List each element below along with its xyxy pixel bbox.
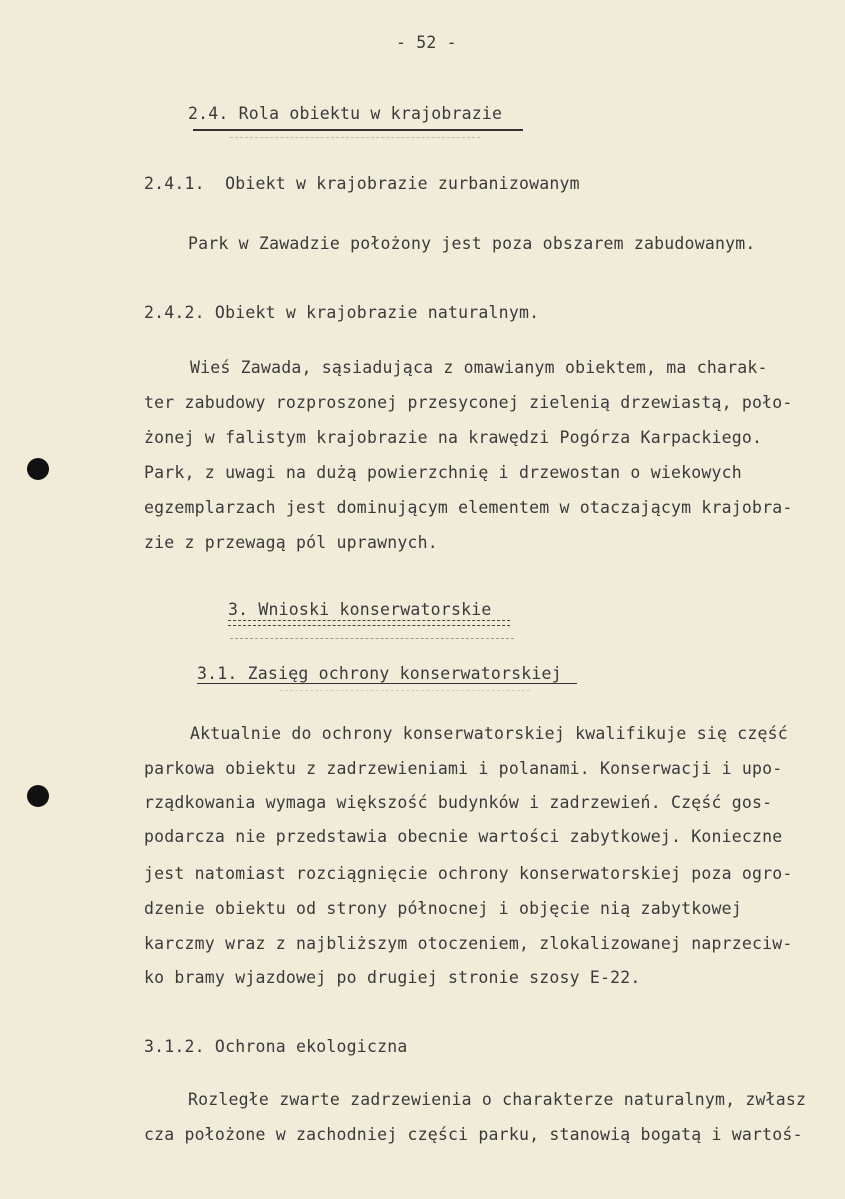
paragraph-line: ko bramy wjazdowej po drugiej stronie szosy E-22. (144, 968, 641, 987)
paragraph-line: Wieś Zawada, sąsiadująca z omawianym obiektem, ma charak- (190, 358, 768, 377)
paragraph-line: Rozległe zwarte zadrzewienia o charakterze naturalnym, zwłasz (188, 1090, 807, 1109)
paragraph-line: rządkowania wymaga większość budynków i zadrzewień. Część gos- (144, 793, 773, 812)
paragraph-line: Aktualnie do ochrony konserwatorskiej kwalifikuje się część (190, 724, 788, 743)
paragraph-line: zie z przewagą pól uprawnych. (144, 533, 438, 552)
paragraph-line: dzenie obiektu od strony północnej i objęcie nią zabytkowej (144, 899, 742, 918)
section-3-1-dash-rule (280, 690, 530, 691)
section-3-1-heading: 3.1. Zasięg ochrony konserwatorskiej (197, 664, 562, 683)
paragraph-line: żonej w falistym krajobrazie na krawędzi Pogórza Karpackiego. (144, 428, 763, 447)
section-3-1-underline (197, 683, 577, 684)
section-2-4-heading: 2.4. Rola obiektu w krajobrazie (188, 104, 503, 123)
punch-hole-bottom (27, 785, 49, 807)
section-2-4-underline (193, 129, 523, 131)
paragraph-line: parkowa obiektu z zadrzewieniami i polanami. Konserwacji i upo- (144, 759, 783, 778)
punch-hole-top (27, 458, 49, 480)
section-2-4-dash-rule (230, 137, 480, 138)
section-3-dash-rule (230, 638, 514, 639)
paragraph-2-4-1: Park w Zawadzie położony jest poza obszarem zabudowanym. (188, 234, 756, 253)
section-3-1-2-heading: 3.1.2. Ochrona ekologiczna (144, 1037, 408, 1056)
paragraph-line: jest natomiast rozciągnięcie ochrony konserwatorskiej poza ogro- (144, 864, 793, 883)
paragraph-line: egzemplarzach jest dominującym elementem w otaczającym krajobra- (144, 498, 793, 517)
page-number: - 52 - (396, 33, 457, 52)
paragraph-line: karczmy wraz z najbliższym otoczeniem, zlokalizowanej naprzeciw- (144, 934, 793, 953)
section-2-4-1-heading: 2.4.1. Obiekt w krajobrazie zurbanizowanym (144, 174, 580, 193)
paragraph-line: podarcza nie przedstawia obecnie wartości zabytkowej. Konieczne (144, 827, 783, 846)
section-3-heading: 3. Wnioski konserwatorskie (228, 600, 492, 619)
section-2-4-2-heading: 2.4.2. Obiekt w krajobrazie naturalnym. (144, 303, 540, 322)
section-3-double-underline (228, 620, 510, 626)
paragraph-line: Park, z uwagi na dużą powierzchnię i drzewostan o wiekowych (144, 463, 742, 482)
paragraph-line: cza położone w zachodniej części parku, stanowią bogatą i wartoś- (144, 1125, 803, 1144)
paragraph-line: ter zabudowy rozproszonej przesyconej zielenią drzewiastą, poło- (144, 393, 793, 412)
